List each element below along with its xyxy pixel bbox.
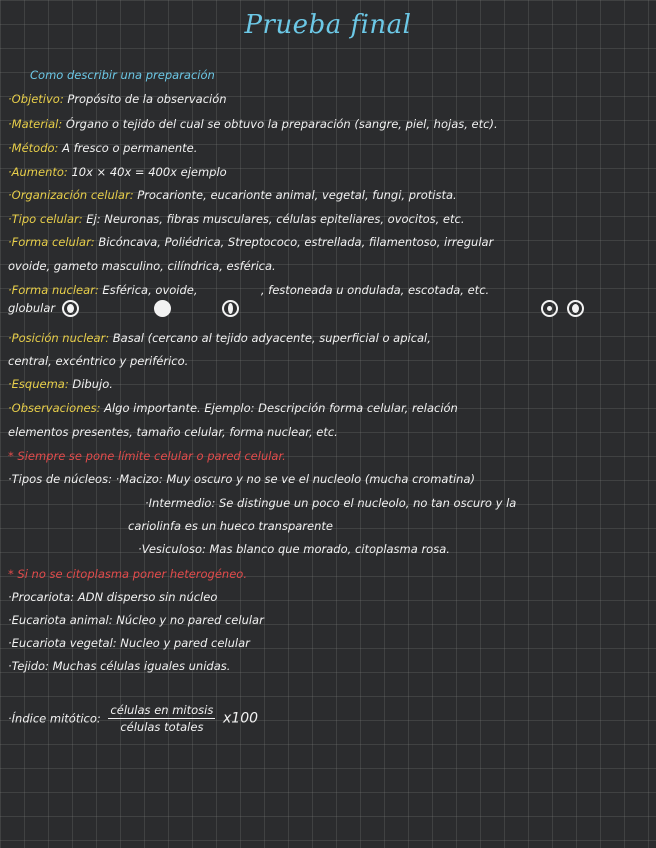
note-limite-celular: * Siempre se pone límite celular o pared celular. <box>8 449 286 463</box>
metodo-line <box>8 141 650 155</box>
intermedio-text: ·Intermedio: Se distingue un poco el nucleolo, no tan oscuro y la <box>145 496 517 510</box>
festoneada-nucleus-icon <box>567 300 584 317</box>
posicion-text: Basal (cercano al tejido adyacente, superficial o apical, <box>109 331 431 345</box>
aumento-text: 10x × 40x = 400x ejemplo <box>67 165 227 179</box>
forma-celular-line-2: ovoide, gameto masculino, cilíndrica, esférica. <box>8 259 276 273</box>
forma-celular-line <box>8 235 650 249</box>
intermedio-text-2: cariolinfa es un hueco transparente <box>128 519 333 533</box>
globular-label: globular <box>8 301 56 315</box>
macizo-text: ·Macizo: Muy oscuro y no se ve el nucleolo (mucha cromatina) <box>115 472 475 486</box>
observaciones-text: Algo importante. Ejemplo: Descripción forma celular, relación <box>100 401 458 415</box>
observaciones-line-2: elementos presentes, tamaño celular, forma nuclear, etc. <box>8 425 338 439</box>
organizacion-key: ·Organización celular: <box>8 188 134 202</box>
escotada-nucleus-icon <box>541 300 558 317</box>
tipos-nucleos-line <box>8 472 650 486</box>
ovoide-nucleus-icon <box>222 300 239 317</box>
fraction-numerator: células en mitosis <box>110 703 214 717</box>
objetivo-text: Propósito de la observación <box>63 92 227 106</box>
tipo-tejido: ·Tejido: Muchas células iguales unidas. <box>8 659 231 673</box>
objetivo-key: ·Objetivo: <box>8 92 64 106</box>
indice-mitotico-line <box>8 703 650 734</box>
forma-celular-text: Bicóncava, Poliédrica, Streptococo, estrellada, filamentoso, irregular <box>94 235 494 249</box>
organizacion-line <box>8 188 650 202</box>
posicion-line <box>8 331 650 345</box>
tipo-eucariota-vegetal: ·Eucariota vegetal: Nucleo y pared celular <box>8 636 250 650</box>
tipo-line <box>8 212 650 226</box>
material-key: ·Material: <box>8 117 63 131</box>
tipo-text: Ej: Neuronas, fibras musculares, células epiteliares, ovocitos, etc. <box>82 212 465 226</box>
aumento-line <box>8 165 650 179</box>
forma-celular-key: ·Forma celular: <box>8 235 95 249</box>
indice-mitotico-label: ·Índice mitótico: <box>8 711 101 726</box>
material-line <box>8 117 650 131</box>
fraction-multiplier: x100 <box>223 710 259 727</box>
page-title: Prueba final <box>244 10 412 40</box>
section-heading: Como describir una preparación <box>30 68 215 82</box>
posicion-key: ·Posición nuclear: <box>8 331 110 345</box>
material-text: Órgano o tejido del cual se obtuvo la preparación (sangre, piel, hojas, etc). <box>62 117 498 131</box>
indice-mitotico-fraction <box>108 703 215 734</box>
esquema-key: ·Esquema: <box>8 377 69 391</box>
forma-nuclear-line: ·Forma nuclear: Esférica, ovoide, , festoneada u ondulada, escotada, etc. <box>8 283 490 297</box>
tipo-procariota: ·Procariota: ADN disperso sin núcleo <box>8 590 218 604</box>
esquema-line <box>8 377 650 391</box>
tipos-nucleos-label: ·Tipos de núcleos: <box>8 472 112 486</box>
tipo-key: ·Tipo celular: <box>8 212 83 226</box>
metodo-key: ·Método: <box>8 141 59 155</box>
metodo-text: A fresco o permanente. <box>58 141 198 155</box>
forma-nuclear-text-a: Esférica, ovoide <box>98 283 194 297</box>
objetivo-line <box>8 92 650 106</box>
esquema-text: Dibujo. <box>68 377 113 391</box>
observaciones-key: ·Observaciones: <box>8 401 101 415</box>
observaciones-line <box>8 401 650 415</box>
posicion-line-2: central, excéntrico y periférico. <box>8 354 189 368</box>
esferica-nucleus-icon <box>154 300 171 317</box>
tipo-eucariota-animal: ·Eucariota animal: Núcleo y no pared celular <box>8 613 264 627</box>
fraction-denominator: células totales <box>120 720 204 734</box>
forma-nuclear-line-2 <box>8 300 650 317</box>
organizacion-text: Procarionte, eucarionte animal, vegetal, fungi, protista. <box>133 188 457 202</box>
vesiculoso-text: ·Vesiculoso: Mas blanco que morado, citoplasma rosa. <box>138 542 450 556</box>
forma-nuclear-key: ·Forma nuclear: <box>8 283 99 297</box>
aumento-key: ·Aumento: <box>8 165 68 179</box>
note-citoplasma: * Si no se citoplasma poner heterogéneo. <box>8 567 247 581</box>
globular-cell-icon <box>62 300 79 317</box>
forma-nuclear-text-b: festoneada u ondulada, escotada, etc. <box>268 283 490 297</box>
